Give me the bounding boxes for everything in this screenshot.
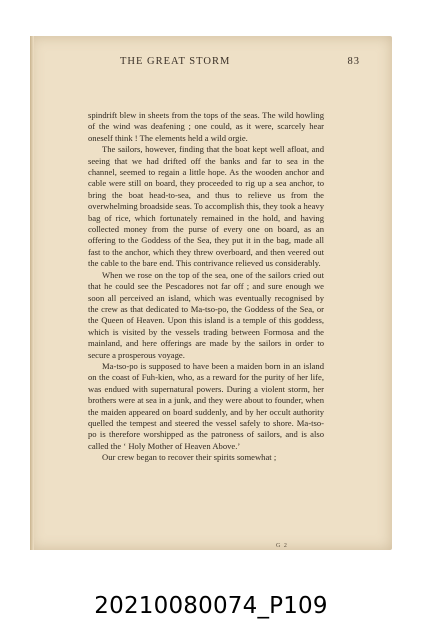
paragraph: spindrift blew in sheets from the tops of the seas. The wild howling of the wind was deafening ; one could, as it were, scarcely hear oneself think ! The elements held a wild orgie.	[88, 110, 324, 143]
running-title: THE GREAT STORM	[120, 56, 231, 67]
signature-mark: G 2	[276, 543, 288, 549]
paragraph: The sailors, however, finding that the boat kept well afloat, and seeing that we had drifted off the banks and far to sea in the channel, seemed to regain a little hope. As the wooden anchor and cable were still on board, they proceeded to rig up a sea anchor, to bring the boat head-to-sea, and thus to relieve us from the overwhelming broadside seas. To accomplish this, they took a heavy bag of rice, which fortunately remained in the hold, and having collected money from the purse of every one on board, as an offering to the Goddess of the Sea, they put it in the bag, made all fast to the anchor, which they threw overboard, and then veered out the cable to the bare end. This contrivance relieved us considerably.	[88, 144, 324, 269]
paragraph: Ma-tso-po is supposed to have been a maiden born in an island on the coast of Fuh-kien, who, as a reward for the purity of her life, was endued with supernatural powers. During a violent storm, her brothers were at sea in a junk, and they were about to founder, when the maiden appeared on board suddenly, and by her occult authority quelled the tempest and steered the vessel safely to shore. Ma-tso-po is therefore worshipped as the patroness of sailors, and is also called the ‘ Holy Mother of Heaven Above.’	[88, 360, 324, 451]
page-number: 83	[347, 56, 360, 67]
body-text	[88, 110, 324, 464]
paragraph: Our crew began to recover their spirits somewhat ;	[102, 452, 277, 463]
image-caption: 20210080074_P109	[94, 593, 328, 619]
paragraph: When we rose on the top of the sea, one of the sailors cried out that he could see the Pescadores not far off ; and sure enough we soon all perceived an island, which was eventually recognised by the crew as that dedicated to Ma-tso-po, the Goddess of the Sea, or the Queen of Heaven. Upon this island is a temple of this goddess, which is visited by the vessels trading between Formosa and the mainland, and here offerings are made by the sailors in order to secure a prosperous voyage.	[88, 269, 324, 360]
page-edge-shadow	[30, 36, 34, 550]
